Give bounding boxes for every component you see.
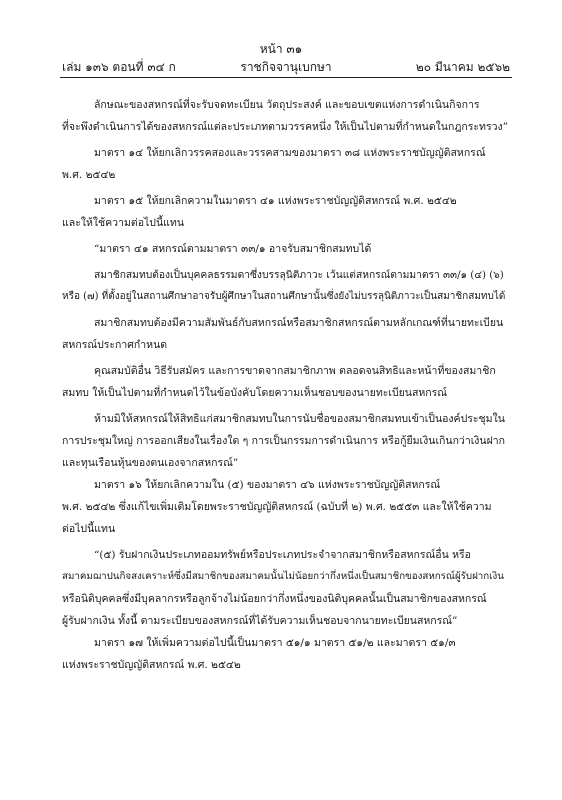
section-15-line: มาตรา ๑๕ ให้ยกเลิกความในมาตรา ๔๑ แห่งพระราชบัญญัติสหกรณ์ พ.ศ. ๒๕๔๒ — [94, 195, 457, 207]
running-header — [62, 58, 510, 74]
body-line: พ.ศ. ๒๕๔๒ ซึ่งแก้ไขเพิ่มเติมโดยพระราชบัญญัติสหกรณ์ (ฉบับที่ ๒) พ.ศ. ๒๕๕๓ และให้ใช้ความ — [62, 501, 492, 513]
issue-date: ๒๐ มีนาคม ๒๕๖๒ — [415, 60, 510, 74]
body-line: ต่อไปนี้แทน — [62, 523, 116, 535]
page-number: หน้า ๓๑ — [259, 42, 303, 56]
body-line: ลักษณะของสหกรณ์ที่จะรับจดทะเบียน วัตถุประสงค์ และขอบเขตแห่งการดำเนินกิจการ — [94, 99, 480, 111]
volume-issue: เล่ม ๑๓๖ ตอนที่ ๓๔ ก — [62, 60, 176, 74]
section-17-line: มาตรา ๑๗ ให้เพิ่มความต่อไปนี้เป็นมาตรา ๕๑/๑ มาตรา ๕๑/๒ และมาตรา ๕๑/๓ — [94, 637, 456, 649]
document-body — [62, 94, 510, 676]
body-line: ห้ามมิให้สหกรณ์ให้สิทธิแก่สมาชิกสมทบในการนับชื่อของสมาชิกสมทบเข้าเป็นองค์ประชุมใน — [94, 413, 505, 425]
body-line: หรือนิติบุคคลซึ่งมีบุคลากรหรือลูกจ้างไม่น้อยกว่ากึ่งหนึ่งของนิติบุคคลนั้นเป็นสมาชิกของสหกรณ์ — [62, 593, 487, 605]
gazette-name: ราชกิจจานุเบกษา — [240, 60, 332, 74]
body-line: สมทบ ให้เป็นไปตามที่กำหนดไว้ในข้อบังคับโดยความเห็นชอบของนายทะเบียนสหกรณ์ — [62, 387, 448, 399]
body-line: ที่จะพึงดำเนินการได้ของสหกรณ์แต่ละประเภทตามวรรคหนึ่ง ให้เป็นไปตามที่กำหนดในกฎกระทรวง” — [62, 121, 508, 133]
body-line: หรือ (๗) ที่ตั้งอยู่ในสถานศึกษาอาจรับผู้ศึกษาในสถานศึกษานั้นซึ่งยังไม่บรรลุนิติภาวะเป็นสมาชิกสมทบได้ — [62, 291, 506, 302]
body-line: ผู้รับฝากเงิน ทั้งนี้ ตามระเบียบของสหกรณ์ที่ได้รับความเห็นชอบจากนายทะเบียนสหกรณ์” — [62, 615, 458, 627]
clause-5-line: “(๕) รับฝากเงินประเภทออมทรัพย์หรือประเภทประจำจากสมาชิกหรือสหกรณ์อื่น หรือ — [94, 549, 471, 561]
body-line: สมาคมฌาปนกิจสงเคราะห์ซึ่งมีสมาชิกของสมาคมนั้นไม่น้อยกว่ากึ่งหนึ่งเป็นสมาชิกของสหกรณ์ผู้รับฝากเงิน — [62, 571, 504, 582]
body-line: คุณสมบัติอื่น วิธีรับสมัคร และการขาดจากสมาชิกภาพ ตลอดจนสิทธิและหน้าที่ของสมาชิก — [94, 365, 496, 377]
body-line: แห่งพระราชบัญญัติสหกรณ์ พ.ศ. ๒๕๔๒ — [62, 659, 241, 671]
section-14-line: มาตรา ๑๔ ให้ยกเลิกวรรคสองและวรรคสามของมาตรา ๓๘ แห่งพระราชบัญญัติสหกรณ์ — [94, 147, 486, 159]
section-16-line: มาตรา ๑๖ ให้ยกเลิกความใน (๕) ของมาตรา ๔๖ แห่งพระราชบัญญัติสหกรณ์ — [94, 479, 441, 491]
section-41-heading: “มาตรา ๔๑ สหกรณ์ตามมาตรา ๓๓/๑ อาจรับสมาชิกสมทบได้ — [94, 243, 372, 255]
body-line: สหกรณ์ประกาศกำหนด — [62, 339, 168, 351]
body-line: และให้ใช้ความต่อไปนี้แทน — [62, 217, 184, 229]
header-divider — [60, 77, 512, 78]
body-line: สมาชิกสมทบต้องเป็นบุคคลธรรมดาซึ่งบรรลุนิติภาวะ เว้นแต่สหกรณ์ตามมาตรา ๓๓/๑ (๔) (๖) — [94, 269, 504, 281]
body-line: การประชุมใหญ่ การออกเสียงในเรื่องใด ๆ การเป็นกรรมการดำเนินการ หรือกู้ยืมเงินเกินกว่าเงินฝาก — [62, 435, 506, 447]
body-line: และทุนเรือนหุ้นของตนเองจากสหกรณ์” — [62, 457, 239, 469]
body-line: พ.ศ. ๒๕๔๒ — [62, 169, 116, 181]
body-line: สมาชิกสมทบต้องมีความสัมพันธ์กับสหกรณ์หรือสมาชิกสหกรณ์ตามหลักเกณฑ์ที่นายทะเบียน — [94, 317, 504, 329]
